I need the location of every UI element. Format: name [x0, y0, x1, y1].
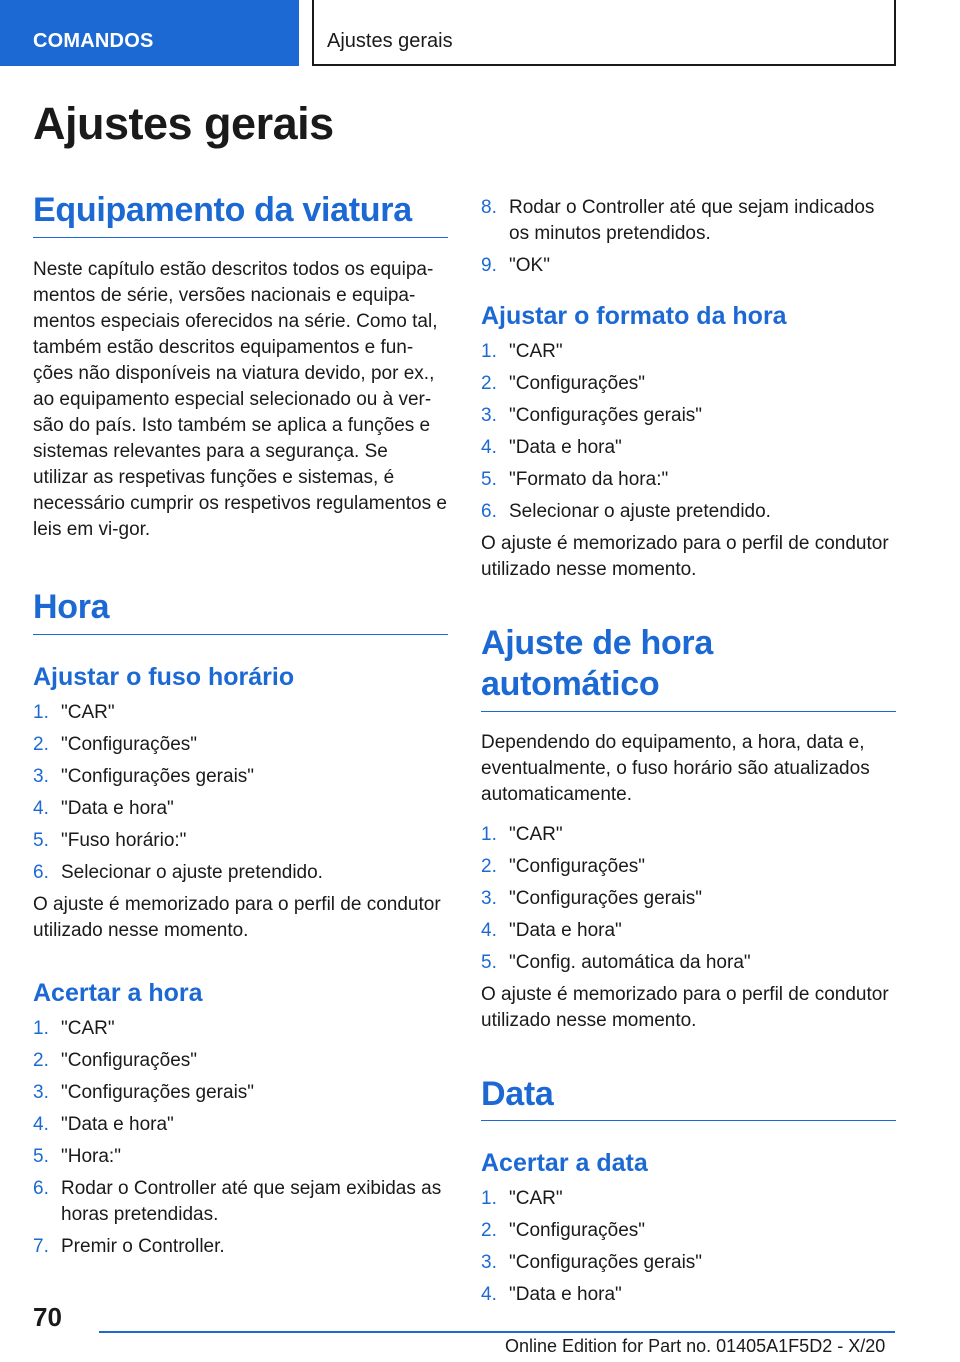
list-item: 7. Premir o Controller. — [33, 1235, 225, 1257]
list-item: 5. "Formato da hora:" — [481, 469, 669, 490]
list-item: 4. "Data e hora" — [33, 797, 174, 819]
footer-divider — [99, 1331, 895, 1333]
list-item: 1. "CAR" — [481, 1188, 563, 1210]
page-title: Ajustes gerais — [33, 98, 334, 149]
list-item: 1. "CAR" — [33, 1017, 115, 1039]
list-item: 5. "Hora:" — [33, 1145, 121, 1167]
heading-ajuste-automatico: Ajuste de hora automático — [481, 623, 896, 712]
note-ajuste-automatico: O ajuste é memorizado para o perfil de condutor utilizado nesse momento. — [481, 983, 889, 1031]
list-item: 4. "Data e hora" — [33, 1113, 174, 1135]
list-item: 4. "Data e hora" — [481, 919, 622, 941]
list-item: 5. "Config. automática da hora" — [481, 951, 751, 973]
footer-edition: Online Edition for Part no. 01405A1F5D2 - X/20 — [505, 1336, 886, 1356]
steps-ajuste-automatico — [481, 822, 896, 976]
heading-formato-hora: Ajustar o formato da hora — [481, 302, 787, 330]
heading-acertar-hora: Acertar a hora — [33, 978, 203, 1007]
list-item: 3. "Configurações gerais" — [33, 1081, 255, 1103]
list-item: 1. "CAR" — [481, 823, 563, 845]
list-item: 2. "Configurações" — [481, 855, 646, 877]
heading-fuso-horario: Ajustar o fuso horário — [33, 662, 295, 691]
heading-equipamento: Equipamento da viatura — [33, 190, 448, 238]
list-item: 5. "Fuso horário:" — [33, 829, 187, 851]
left-column — [33, 190, 448, 1266]
list-item: 4. "Data e hora" — [481, 1284, 622, 1306]
header-title: Ajustes gerais — [312, 0, 896, 66]
list-item: 3. "Configurações gerais" — [33, 765, 255, 787]
list-item: 1. "CAR" — [481, 341, 563, 362]
page-header — [0, 0, 960, 66]
list-item: 3. "Configurações gerais" — [481, 887, 703, 909]
heading-data: Data — [481, 1074, 896, 1122]
steps-acertar-hora — [33, 1016, 448, 1260]
paragraph-ajuste-automatico: Dependendo do equipamento, a hora, data e, eventualmente, o fuso horário são atualizados automaticamente. — [481, 731, 870, 805]
list-item: 2. "Configurações" — [33, 1049, 198, 1071]
page-number: 70 — [33, 1302, 62, 1332]
heading-hora: Hora — [33, 587, 448, 635]
right-column — [481, 190, 896, 1314]
steps-formato-hora — [481, 339, 896, 525]
list-item: 2. "Configurações" — [481, 373, 646, 394]
list-item: 3. "Configurações gerais" — [481, 405, 703, 426]
heading-acertar-data: Acertar a data — [481, 1149, 648, 1178]
list-item: 6. Selecionar o ajuste pretendido. — [33, 861, 323, 883]
steps-fuso-horario — [33, 700, 448, 886]
list-item: 3. "Configurações gerais" — [481, 1252, 703, 1274]
list-item: 2. "Configurações" — [481, 1220, 646, 1242]
steps-acertar-hora-cont — [481, 195, 896, 279]
section-tab: COMANDOS — [0, 0, 299, 66]
list-item: 6. Rodar o Controller até que sejam exibidas as horas pretendidas. — [33, 1177, 442, 1225]
list-item: 2. "Configurações" — [33, 733, 198, 755]
note-formato-hora: O ajuste é memorizado para o perfil de condutor utilizado nesse momento. — [481, 533, 889, 580]
list-item: 4. "Data e hora" — [481, 437, 622, 458]
steps-acertar-data — [481, 1186, 896, 1308]
list-item: 1. "CAR" — [33, 701, 115, 723]
paragraph-equipamento: Neste capítulo estão descritos todos os equipa-mentos de série, versões nacionais e equipa-mentos especiais oferecidos na série. Como tal, também estão descritos equipamentos e fun-ções não disponíveis na viatura devido, por ex., ao equipamento especial selecionado ou à ver-são do país. Isto também se aplica a funções e sistemas relevantes para a segurança. Se utilizar as respetivas funções e sistemas, é necessário cumprir os respetivos regulamentos e leis em vi-gor. — [33, 258, 447, 540]
list-item: 8. Rodar o Controller até que sejam indicados os minutos pretendidos. — [481, 197, 875, 244]
list-item: 9. "OK" — [481, 255, 550, 276]
list-item: 6. Selecionar o ajuste pretendido. — [481, 501, 771, 522]
note-fuso-horario: O ajuste é memorizado para o perfil de condutor utilizado nesse momento. — [33, 893, 441, 941]
